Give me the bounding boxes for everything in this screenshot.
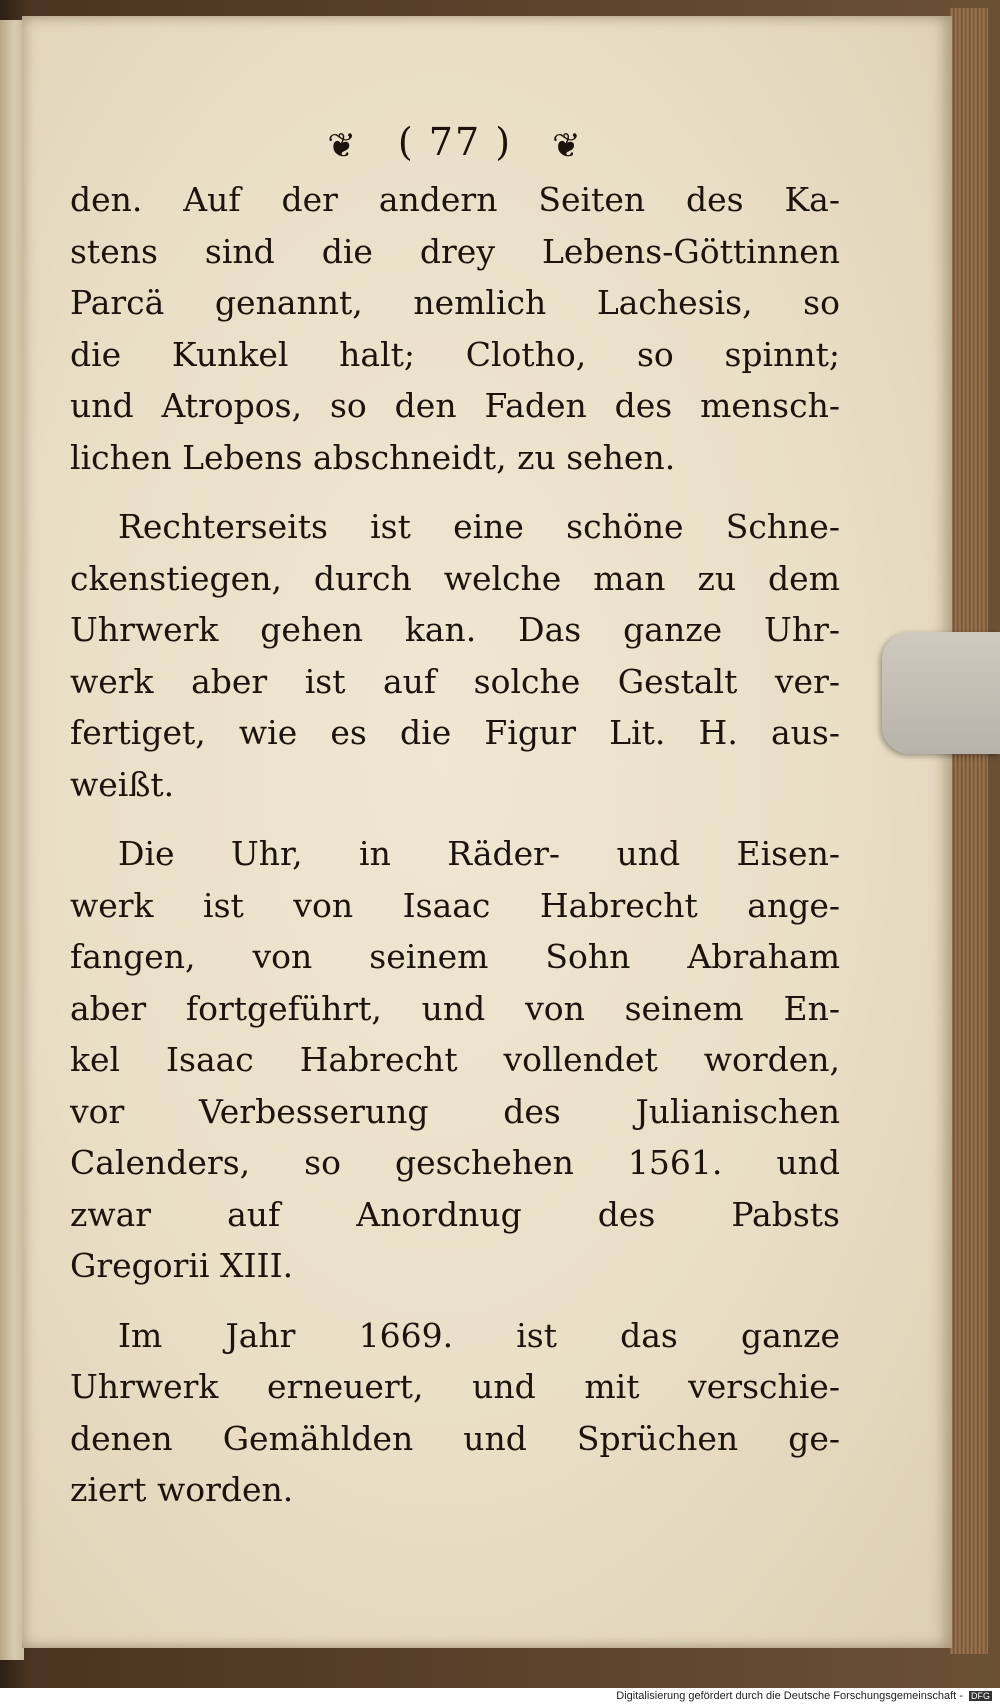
- dfg-logo-icon: DFG: [971, 1691, 990, 1702]
- footer-bar: [0, 1688, 1000, 1707]
- text-line: Rechterseits ist eine schöne Schne-: [118, 507, 840, 546]
- text-line: werk aber ist auf solche Gestalt ver-: [70, 661, 840, 701]
- text-line: fangen, von seinem Sohn Abraham: [70, 937, 840, 976]
- text-line: ziert worden.: [70, 1470, 294, 1509]
- text-line: die Kunkel halt; Clotho, so spinnt;: [70, 334, 840, 374]
- text-line: ckenstiegen, durch welche man zu dem: [70, 558, 840, 598]
- previous-page-edge: [0, 20, 24, 1660]
- text-line: werk ist von Isaac Habrecht ange-: [70, 885, 840, 925]
- text-line: Calenders, so geschehen 1561. und: [70, 1143, 840, 1182]
- paragraph-2: [70, 501, 840, 810]
- paragraph-1: [70, 174, 840, 483]
- paragraph-3: [70, 828, 840, 1292]
- text-line: vor Verbesserung des Julianischen: [70, 1091, 840, 1131]
- text-line: Parcä genannt, nemlich Lachesis, so: [70, 283, 840, 322]
- ornament-left-icon: ❦: [327, 125, 358, 166]
- text-line: den. Auf der andern Seiten des Ka-: [70, 180, 840, 219]
- paragraph-4: [70, 1310, 840, 1516]
- text-line: Uhrwerk erneuert, und mit verschie-: [70, 1367, 840, 1406]
- text-line: und Atropos, so den Faden des mensch-: [70, 386, 840, 425]
- text-line: Gregorii XIII.: [70, 1246, 294, 1285]
- text-line: Im Jahr 1669. ist das ganze: [118, 1315, 840, 1355]
- text-line: stens sind die drey Lebens-Göttinnen: [70, 231, 840, 271]
- page-header: [70, 112, 840, 172]
- text-line: denen Gemählden und Sprüchen ge-: [70, 1418, 840, 1458]
- text-line: zwar auf Anordnug des Pabsts: [70, 1194, 840, 1234]
- text-line: kel Isaac Habrecht vollendet worden,: [70, 1040, 840, 1079]
- text-line: aber fortgeführt, und von seinem En-: [70, 988, 840, 1028]
- page-text: [70, 112, 840, 1516]
- footer-credit: [616, 1690, 992, 1702]
- text-line: Die Uhr, in Räder- und Eisen-: [118, 834, 840, 873]
- footer-credit-text: Digitalisierung gefördert durch die Deutsche Forschungsgemeinschaft -: [616, 1690, 963, 1702]
- page-stack-edge: [950, 8, 988, 1654]
- text-line: weißt.: [70, 764, 175, 804]
- text-line: fertiget, wie es die Figur Lit. H. aus-: [70, 713, 840, 752]
- text-line: Uhrwerk gehen kan. Das ganze Uhr-: [70, 610, 840, 649]
- ornament-right-icon: ❦: [552, 125, 583, 166]
- page-number: ( 77 ): [397, 120, 513, 164]
- text-line: lichen Lebens abschneidt, zu sehen.: [70, 437, 676, 477]
- bookmark-clip: [882, 632, 1000, 754]
